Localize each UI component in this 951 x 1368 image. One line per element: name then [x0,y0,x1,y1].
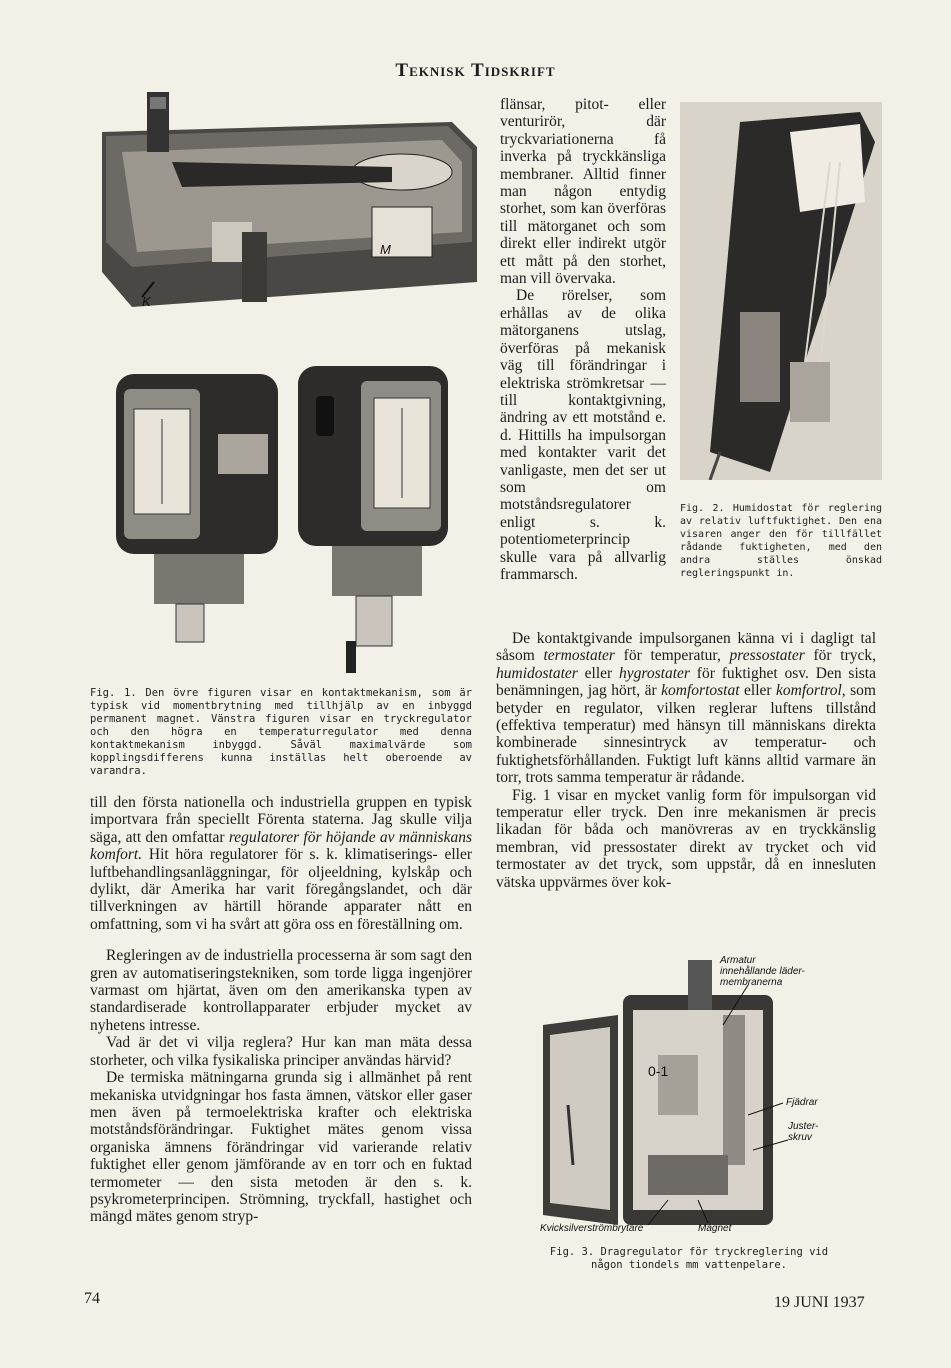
fig1-temperature-regulator-image [296,356,456,676]
fig3-label-fjadrar: Fjädrar [786,1097,818,1108]
fig1-mechanism-image [92,92,484,328]
fig3-draught-regulator-image [538,955,838,1240]
fig2-caption: Fig. 2. Humidostat för reglering av relativ luftfuktighet. Den ena visaren anger den för tillfället rådande fuktigheten, med den andra ställes önskad regleringspunkt in. [680,503,882,579]
paragraph: Fig. 1 visar en mycket vanlig form för impulsorgan vid temperatur eller tryck. Den inre mekanismen är precis likadan för båda och manövreras av en tryckkänslig membran, vid pressostater direkt av trycket och vid termostater av det tryck, som uppstår, då en innesluten vätska uppvärmes över kok- [496,786,876,891]
paragraph: Vad är det vi vilja reglera? Hur kan man mäta dessa storheter, och vilka fysikaliska principer användas härvid? [90,1034,472,1069]
fig2-humidostat-image [680,102,882,480]
fig3-label-dial: 0-1 [648,1063,669,1079]
fig1-caption: Fig. 1. Den övre figuren visar en kontaktmekanism, som är typisk vid momentbrytning med tillhjälp av en inbyggd permanent magnet. Vänstra figuren visar en tryckregulator och den högra en temperaturregulator med denna kontaktmekanism inbyggd. Såväl maximalvärde som kopplingsdifferens kunna inställas helt oberoende av varandra. [90,687,472,777]
fig1-label-k: K [142,294,151,309]
fig3-label-kvicksilver: Kvicksilverströmbrytare [540,1223,644,1234]
paragraph: De kontaktgivande impulsorganen känna vi i dagligt tal såsom termostater för temperatur, pressostater för tryck, humidostater eller hygrostater för fuktighet osv. Den sista benämningen, jag hört, är komfortostat eller komfortrol, som betyder en regulator, vilken reglerar luftens tillstånd (effektiva temperatur) med hänsyn till människans direkta kombinerade sinnesintryck av temperatur- och fuktighetsförhållanden. Fuktigt luft känns alltid varmare än torr, trots samma temperatur är rådande. [496,630,876,787]
fig1-pressure-regulator-image [114,364,284,644]
issue-date: 19 JUNI 1937 [774,1294,865,1311]
paragraph: De rörelser, som erhållas av de olika mätorganens utslag, överföras på mekanisk väg till förändringar i elektriska strömkretsar — till kontaktgivning, ändring av ett motstånd e. d. Hittills ha impulsorgan med kontakter varit det vanligaste, men det ser ut som om motståndsregulatorer enligt s. k. potentiometerprincip skulle vara på allvarlig frammarsch. [500,287,666,583]
left-column-lower [90,794,472,1226]
page-number: 74 [84,1290,100,1307]
right-column-top [500,96,666,583]
right-column-lower [496,630,876,891]
paragraph: till den första nationella och industriella gruppen en typisk importvara från speciellt Förenta staterna. Jag skulle vilja säga, att den omfattar regulatorer för höjande av människans komfort. Hit höra regulatorer för s. k. klimatiserings- eller luftbehandlingsanläggningar, för oljeeldning, kylskåp och dylikt, där Amerika har varit föregångslandet, och där tillverkningen av härtill hörande apparater nått en omfattning, som vi ha svårt att göra oss en föreställning om. [90,794,472,933]
fig3-label-justerskruv: Juster-skruv [788,1121,819,1143]
journal-title: Teknisk Tidskrift [395,60,556,81]
fig3-label-armatur: Armatur innehållande läder-membranerna [720,955,805,988]
fig3-caption: Fig. 3. Dragregulator för tryckreglering vid någon tiondels mm vattenpelare. [549,1246,829,1271]
paragraph: De termiska mätningarna grunda sig i allmänhet på rent mekaniska utvidgningar hos fasta ämnen, vätskor eller gaser men även på termoelektriska krafter och elektriska motståndsförändringar. Fuktighet mätes genom vissa organiska ämnens förändringar vid varierande relativ fuktighet eller genom jämförande av en torr och en fuktad termometer — den sista metoden är den s. k. psykrometerprincipen. Strömning, tryckfall, hastighet och mängd mätes genom stryp- [90,1069,472,1226]
fig1-label-m: M [380,242,391,257]
fig3-label-magnet: Magnet [698,1223,732,1234]
paragraph: Regleringen av de industriella processerna är som sagt den gren av automatiseringstekniken, som torde ligga ingenjörer varmast om hjärtat, även om den amerikanska typen av standardiserade kontrollapparater erbjuder mycket av nyhetens intresse. [90,947,472,1034]
paragraph: flänsar, pitot- eller venturirör, där tryckvariationerna få inverka på tryckkänsliga membraner. Alltid finner man någon entydig storhet, som kan överföras till mätorganet och som direkt eller indirekt utgör ett mått på den storhet, man vill övervaka. [500,96,666,288]
